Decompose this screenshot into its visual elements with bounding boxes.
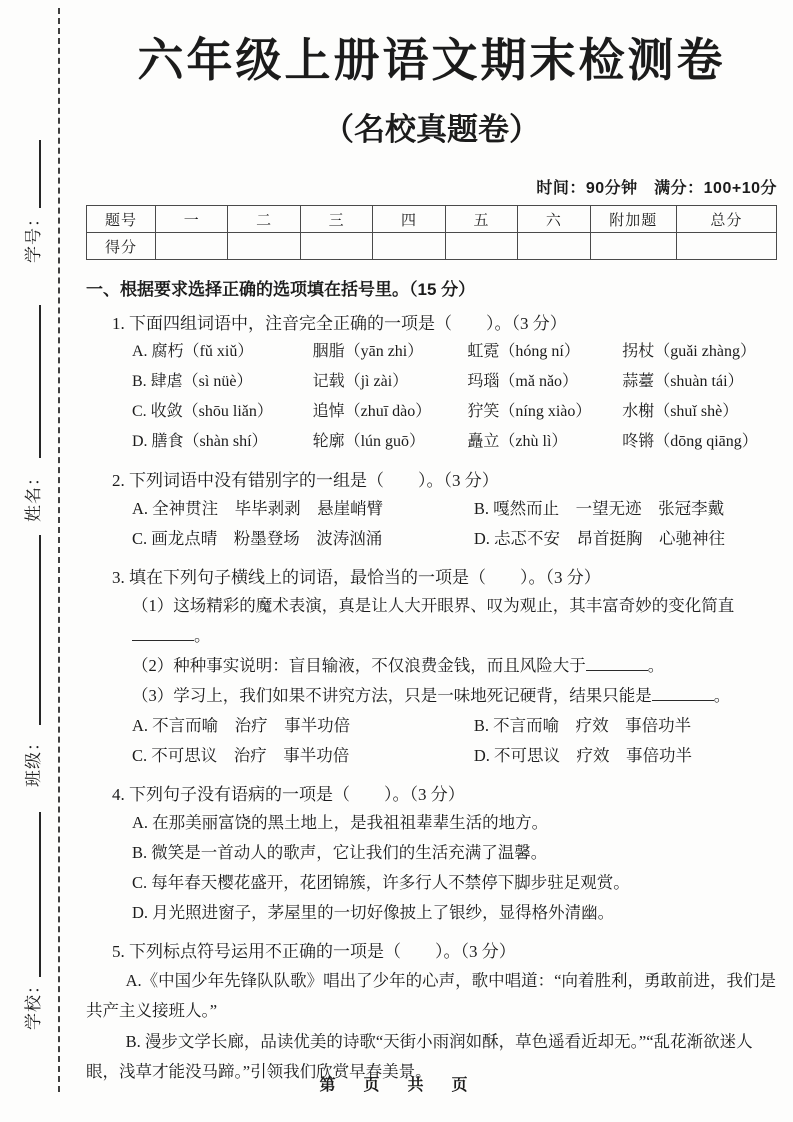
question-3-sentence-3	[86, 681, 777, 711]
option-cell: 玛瑙（mǎ nǎo）	[467, 373, 579, 390]
exam-content	[86, 24, 777, 1087]
option-cell: A. 不言而喻 治疗 事半功倍	[132, 716, 351, 735]
score-input-cell	[156, 233, 228, 260]
score-table-header-cell: 题号	[87, 206, 156, 233]
question-1-option-row-a	[86, 337, 777, 367]
answer-blank-line	[586, 657, 648, 671]
student-name-write-line	[39, 305, 41, 458]
option-cell: 虹霓（hóng ní）	[467, 343, 580, 360]
question-3-sentence-1	[86, 591, 777, 651]
student-name-label: 姓名：	[24, 468, 43, 522]
score-table-header-cell: 五	[445, 206, 517, 233]
question-5-option-a-paragraph: A.《中国少年先锋队队歌》唱出了少年的心声，歌中唱道：“向着胜利，勇敢前进，我们是共产主义接班人。”	[86, 971, 776, 1020]
option-cell: D. 不可思议 疗效 事倍功半	[473, 746, 693, 765]
option-cell: C. 画龙点晴 粉墨登场 波涛汹涌	[132, 529, 383, 548]
option-cell: 胭脂（yān zhi）	[312, 343, 424, 360]
option-cell: 矗立（zhù lì）	[467, 433, 568, 450]
option-cell: A. 腐朽（fǔ xiǔ）	[132, 343, 254, 360]
question-2-stem: 2. 下列词语中没有错别字的一组是（ ）。（3 分）	[112, 471, 499, 490]
question-1-option-row-c	[86, 397, 777, 427]
question-5-stem: 5. 下列标点符号运用不正确的一项是（ ）。（3 分）	[112, 942, 516, 961]
option-cell: A. 全神贯注 毕毕剥剥 悬崖峭臂	[132, 499, 384, 518]
cut-dashed-line	[58, 8, 60, 1092]
answer-blank-line	[132, 627, 194, 641]
score-table-header-cell: 三	[300, 206, 372, 233]
score-table-header-cell: 一	[156, 206, 228, 233]
question-3-option-row-cd	[86, 741, 777, 771]
score-row-label: 得分	[87, 233, 156, 260]
score-table-header-cell: 总分	[676, 206, 776, 233]
score-input-cell	[676, 233, 776, 260]
question-2-option-row-cd	[86, 524, 777, 554]
score-input-cell	[300, 233, 372, 260]
option-cell: B. 肆虐（sì nüè）	[132, 373, 253, 390]
sentence-period: 。	[647, 656, 665, 675]
school-label: 学校：	[24, 976, 43, 1030]
option-cell: 狞笑（níng xiào）	[467, 403, 592, 420]
student-id-write-line	[39, 140, 41, 208]
option-cell: 拐杖（guǎi zhàng）	[622, 343, 756, 360]
question-4-option-b: B. 微笑是一首动人的歌声，它让我们的生活充满了温馨。	[132, 843, 548, 862]
question-2-option-row-ab	[86, 494, 777, 524]
question-3-sentence-2	[86, 651, 777, 681]
page-footer: 第 页 共 页	[319, 1077, 474, 1094]
school-write-line	[39, 812, 41, 977]
question-4-stem: 4. 下列句子没有语病的一项是（ ）。（3 分）	[112, 785, 465, 804]
question-3-option-row-ab	[86, 711, 777, 741]
score-table-header-cell: 四	[373, 206, 445, 233]
question-1-option-row-d	[86, 427, 777, 457]
question-3-stem: 3. 填在下列句子横线上的词语，最恰当的一项是（ ）。（3 分）	[112, 568, 601, 587]
option-cell: D. 膳食（shàn shí）	[132, 433, 268, 450]
student-id-label: 学号：	[24, 209, 43, 263]
question-4-option-c: C. 每年春天樱花盛开，花团锦簇，许多行人不禁停下脚步驻足观赏。	[132, 873, 630, 892]
exam-title: 六年级上册语文期末检测卷	[137, 34, 726, 86]
score-table-score-row	[87, 233, 777, 260]
score-table-header-cell: 附加题	[590, 206, 676, 233]
score-input-cell	[373, 233, 445, 260]
question-1-stem: 1. 下面四组词语中，注音完全正确的一项是（ ）。（3 分）	[112, 314, 567, 333]
option-cell: 咚锵（dōng qiāng）	[622, 433, 758, 450]
section-1-heading: 一、根据要求选择正确的选项填在括号里。（15 分）	[86, 280, 476, 299]
score-input-cell	[228, 233, 300, 260]
sentence-text: （1）这场精彩的魔术表演，真是让人大开眼界、叹为观止，其丰富奇妙的变化简直	[132, 596, 735, 615]
question-1-option-row-b	[86, 367, 777, 397]
score-table-header-row	[87, 206, 777, 233]
option-cell: 记载（jì zài）	[312, 373, 409, 390]
score-input-cell	[590, 233, 676, 260]
score-table	[86, 205, 777, 260]
option-cell: C. 收敛（shōu liǎn）	[132, 403, 273, 420]
class-label: 班级：	[24, 733, 43, 787]
option-cell: B. 嘎然而止 一望无迹 张冠李戴	[473, 499, 725, 518]
option-cell: 蒜薹（shuàn tái）	[622, 373, 744, 390]
question-4-option-a: A. 在那美丽富饶的黑土地上，是我祖祖辈辈生活的地方。	[132, 813, 549, 832]
option-cell: 水榭（shuǐ shè）	[622, 403, 739, 420]
option-cell: B. 不言而喻 疗效 事倍功半	[473, 716, 692, 735]
class-write-line	[39, 535, 41, 725]
exam-subtitle: （名校真题卷）	[323, 112, 540, 147]
answer-blank-line	[652, 687, 714, 701]
question-4-option-d: D. 月光照进窗子，茅屋里的一切好像披上了银纱，显得格外清幽。	[132, 903, 615, 922]
sentence-text: （3）学习上，我们如果不讲究方法，只是一味地死记硬背，结果只能是	[132, 686, 652, 705]
score-table-header-cell: 六	[518, 206, 590, 233]
option-cell: 追悼（zhuī dào）	[312, 403, 432, 420]
score-input-cell	[518, 233, 590, 260]
option-cell: D. 忐忑不安 昂首挺胸 心驰神往	[473, 529, 726, 548]
sentence-period: 。	[194, 626, 211, 645]
score-table-header-cell: 二	[228, 206, 300, 233]
sentence-text: （2）种种事实说明：盲目输液，不仅浪费金钱，而且风险大于	[132, 656, 586, 675]
exam-time-score-meta: 时间：90分钟 满分：100+10分	[536, 180, 777, 197]
option-cell: 轮廓（lún guō）	[312, 433, 426, 450]
question-5-option-b-paragraph: B. 漫步文学长廊，品读优美的诗歌“天街小雨润如酥，草色遥看近却无。”“乱花渐欲迷人眼，浅草才能没马蹄。”引领我们欣赏早春美景。	[86, 1032, 753, 1081]
score-input-cell	[445, 233, 517, 260]
sentence-period: 。	[713, 686, 731, 705]
option-cell: C. 不可思议 治疗 事半功倍	[132, 746, 350, 765]
